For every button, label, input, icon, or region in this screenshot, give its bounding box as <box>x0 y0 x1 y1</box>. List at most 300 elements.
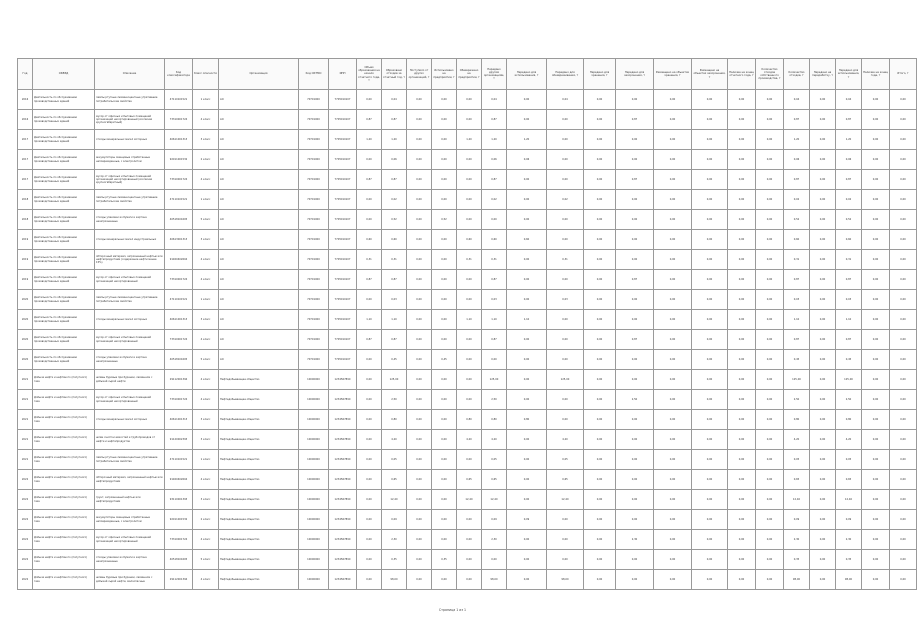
table-cell: 0,00 <box>507 90 547 110</box>
column-header: Передано для захоронения, т <box>616 59 654 90</box>
table-cell: Деятельность по обслуживанию производственных зданий <box>33 270 95 290</box>
table-row <box>18 530 917 550</box>
table-cell: 0,00 <box>547 410 584 430</box>
table-cell: 0,00 <box>616 250 654 270</box>
table-cell: 0,00 <box>547 230 584 250</box>
table-cell: 0,00 <box>862 210 890 230</box>
table-cell: 0,00 <box>728 430 756 450</box>
table-cell: 0,00 <box>890 530 917 550</box>
table-cell: 0,60 <box>784 230 810 250</box>
table-cell: 0,65 <box>836 470 862 490</box>
table-cell: 2020 <box>18 310 33 330</box>
table-cell: 0,00 <box>432 90 457 110</box>
table-cell: 0,00 <box>756 150 784 170</box>
table-cell: 12,40 <box>482 490 507 510</box>
table-cell: 0,52 <box>836 210 862 230</box>
table-cell: 0,00 <box>862 470 890 490</box>
table-cell: 0,00 <box>810 450 836 470</box>
table-row <box>18 410 917 430</box>
table-cell: 0,00 <box>457 210 482 230</box>
table-cell: 1234567890 <box>329 570 357 590</box>
table-row <box>18 310 917 330</box>
table-cell: 0,00 <box>692 430 728 450</box>
table-cell: 0,04 <box>784 90 810 110</box>
table-cell: 0,06 <box>507 150 547 170</box>
table-cell: 5 класс <box>193 210 219 230</box>
table-cell: 0,00 <box>584 330 616 350</box>
table-cell: 0,00 <box>692 130 728 150</box>
table-cell: АО <box>219 250 299 270</box>
table-cell: 0,00 <box>457 450 482 470</box>
table-cell: 4 класс <box>193 110 219 130</box>
table-cell: 0,00 <box>616 510 654 530</box>
table-cell: 0,52 <box>784 210 810 230</box>
table-cell: Деятельность по обслуживанию производственных зданий <box>33 310 95 330</box>
table-cell: 0,00 <box>810 430 836 450</box>
table-cell: 0,00 <box>810 130 836 150</box>
table-cell: 0,00 <box>810 550 836 570</box>
table-cell: 0,87 <box>382 270 407 290</box>
table-cell: 0,00 <box>432 430 457 450</box>
table-cell: 2,50 <box>616 390 654 410</box>
table-cell: 0,00 <box>728 510 756 530</box>
column-header: Описание <box>95 59 165 90</box>
table-cell: 2,30 <box>382 530 407 550</box>
table-row <box>18 110 917 130</box>
table-cell: 0,00 <box>654 290 692 310</box>
table-cell: 70701000 <box>299 170 329 190</box>
table-cell: 0,00 <box>357 450 382 470</box>
column-header: Обезврежено на предприятии, т <box>457 59 482 90</box>
table-cell: 0,00 <box>616 470 654 490</box>
table-cell: 0,87 <box>836 170 862 190</box>
table-cell: 0,00 <box>810 490 836 510</box>
table-cell: 2021 <box>18 450 33 470</box>
column-header: Организация <box>219 59 299 90</box>
table-row <box>18 290 917 310</box>
table-cell: 12,40 <box>382 490 407 510</box>
table-cell: 0,00 <box>890 210 917 230</box>
column-header: Передано на переработку, т <box>810 59 836 90</box>
table-cell: 0,00 <box>862 370 890 390</box>
table-cell: 0,00 <box>482 550 507 570</box>
column-header: Размещено на объектах хранения, т <box>654 59 692 90</box>
table-cell: 0,35 <box>432 550 457 570</box>
table-cell: 0,60 <box>836 230 862 250</box>
table-cell: 0,00 <box>457 150 482 170</box>
table-cell: 0,00 <box>654 170 692 190</box>
table-cell: 0,00 <box>728 90 756 110</box>
table-cell: 0,00 <box>616 130 654 150</box>
column-header: Наличие на конец года, т <box>862 59 890 90</box>
table-cell: 0,00 <box>584 550 616 570</box>
table-cell: 0,00 <box>890 570 917 590</box>
table-cell: 2,30 <box>482 530 507 550</box>
table-cell: 0,00 <box>692 490 728 510</box>
table-cell: 0,00 <box>728 290 756 310</box>
table-cell: 0,00 <box>728 530 756 550</box>
table-cell: 0,06 <box>784 150 810 170</box>
column-header: Класс опасности <box>193 59 219 90</box>
table-cell: 0,05 <box>382 450 407 470</box>
table-cell: 2,50 <box>382 390 407 410</box>
table-cell: 0,00 <box>584 90 616 110</box>
table-cell: 1234567890 <box>329 470 357 490</box>
table-cell: 0,00 <box>507 370 547 390</box>
table-cell: 0,00 <box>507 430 547 450</box>
table-cell: 0,31 <box>836 250 862 270</box>
table-cell: 0,00 <box>584 570 616 590</box>
table-cell: 4,20 <box>784 430 810 450</box>
table-cell: 1,10 <box>457 310 482 330</box>
table-cell: 40613001313 <box>165 230 193 250</box>
table-cell: 1,10 <box>507 310 547 330</box>
table-cell: 0,00 <box>432 130 457 150</box>
table-cell: отходы минеральных масел индустриальных <box>95 230 165 250</box>
table-row <box>18 390 917 410</box>
table-cell: 0,87 <box>836 330 862 350</box>
table-cell: 0,87 <box>357 110 382 130</box>
table-cell: 0,87 <box>382 170 407 190</box>
table-cell: 10000000 <box>299 550 329 570</box>
table-cell: 0,31 <box>357 250 382 270</box>
table-cell: 0,31 <box>382 250 407 270</box>
table-cell: 70701000 <box>299 250 329 270</box>
table-cell: 0,00 <box>862 150 890 170</box>
table-cell: 0,00 <box>654 570 692 590</box>
table-cell: 98,00 <box>547 570 584 590</box>
table-cell: Деятельность по обслуживанию производственных зданий <box>33 130 95 150</box>
column-header: Год <box>18 59 33 90</box>
table-cell: 0,00 <box>507 570 547 590</box>
table-cell: 4 класс <box>193 330 219 350</box>
table-cell: 0,03 <box>547 290 584 310</box>
table-cell: 0,00 <box>692 190 728 210</box>
table-cell: 1,10 <box>482 310 507 330</box>
table-cell: 7705010107 <box>329 90 357 110</box>
table-cell: 0,00 <box>862 190 890 210</box>
table-cell: 12,40 <box>457 490 482 510</box>
table-cell: Добыча нефти и нефтяного (попутного) газа <box>33 450 95 470</box>
table-cell: аккумуляторы свинцовые отработанные неповрежденные, с электролитом <box>95 150 165 170</box>
table-cell: 0,00 <box>507 350 547 370</box>
table-cell: 2021 <box>18 370 33 390</box>
table-cell: АО <box>219 310 299 330</box>
table-cell: Деятельность по обслуживанию производственных зданий <box>33 210 95 230</box>
table-cell: 2,30 <box>616 530 654 550</box>
table-cell: 1,20 <box>457 130 482 150</box>
table-cell: 40611001313 <box>165 410 193 430</box>
table-cell: 0,87 <box>357 170 382 190</box>
table-cell: 98,00 <box>836 570 862 590</box>
table-cell: 0,80 <box>482 410 507 430</box>
table-cell: 0,00 <box>890 490 917 510</box>
column-header: Передано для использования, т <box>836 59 862 90</box>
table-cell: 0,87 <box>836 270 862 290</box>
table-cell: 1234567890 <box>329 550 357 570</box>
table-cell: 0,00 <box>547 310 584 330</box>
table-cell: мусор от офисных и бытовых помещений организаций несортированный <box>95 270 165 290</box>
table-cell: 0,00 <box>862 350 890 370</box>
table-cell: мусор от офисных и бытовых помещений организаций несортированный <box>95 390 165 410</box>
table-cell: АО <box>219 150 299 170</box>
table-cell: 47110101521 <box>165 450 193 470</box>
table-cell: 0,65 <box>482 470 507 490</box>
table-cell: 2019 <box>18 250 33 270</box>
table-cell: 0,00 <box>432 410 457 430</box>
table-cell: 0,00 <box>507 470 547 490</box>
table-cell: 0,00 <box>407 190 432 210</box>
table-cell: 0,00 <box>457 390 482 410</box>
table-cell: 0,03 <box>482 290 507 310</box>
table-cell: 0,00 <box>728 330 756 350</box>
table-cell: 10000000 <box>299 390 329 410</box>
table-cell: 1,20 <box>357 130 382 150</box>
table-cell: 0,00 <box>432 230 457 250</box>
table-cell: 0,00 <box>756 330 784 350</box>
table-cell: 0,00 <box>810 410 836 430</box>
table-cell: 98,00 <box>784 570 810 590</box>
table-cell: 10000000 <box>299 450 329 470</box>
table-cell: 0,00 <box>692 290 728 310</box>
table-row <box>18 510 917 530</box>
table-cell: АО <box>219 270 299 290</box>
table-cell: 0,00 <box>547 150 584 170</box>
table-cell: 0,00 <box>810 210 836 230</box>
table-cell: 0,00 <box>507 170 547 190</box>
table-cell: 0,00 <box>432 190 457 210</box>
table-cell: 0,00 <box>407 130 432 150</box>
table-cell: 0,00 <box>432 530 457 550</box>
table-cell: 0,00 <box>547 390 584 410</box>
table-cell: 93110001393 <box>165 490 193 510</box>
table-cell: 0,00 <box>728 410 756 430</box>
table-cell: 29112001394 <box>165 370 193 390</box>
table-cell: 0,00 <box>616 190 654 210</box>
table-cell: 91120002393 <box>165 430 193 450</box>
table-cell: 0,00 <box>654 230 692 250</box>
table-cell: 70701000 <box>299 310 329 330</box>
table-cell: 0,00 <box>756 290 784 310</box>
table-cell: 0,00 <box>756 130 784 150</box>
table-cell: 1234567890 <box>329 410 357 430</box>
table-cell: 0,00 <box>584 310 616 330</box>
table-cell: 0,00 <box>616 310 654 330</box>
table-cell: 0,00 <box>654 390 692 410</box>
table-cell: 2022 <box>18 490 33 510</box>
table-cell: 0,04 <box>482 90 507 110</box>
table-cell: 73310001724 <box>165 530 193 550</box>
table-cell: 0,87 <box>616 330 654 350</box>
table-cell: лампы ртутные люминесцентные утратившие потребительские свойства <box>95 90 165 110</box>
table-cell: 0,00 <box>584 130 616 150</box>
table-cell: АО <box>219 230 299 250</box>
table-row <box>18 430 917 450</box>
table-cell: 47110101521 <box>165 190 193 210</box>
table-cell: 0,00 <box>728 570 756 590</box>
table-cell: Нефтедобывающее общество <box>219 490 299 510</box>
table-cell: 0,00 <box>728 490 756 510</box>
table-cell: 0,00 <box>728 550 756 570</box>
table-cell: 40518101605 <box>165 210 193 230</box>
table-cell: 0,00 <box>616 350 654 370</box>
column-header: Код классификатора <box>165 59 193 90</box>
table-cell: 0,00 <box>432 250 457 270</box>
table-cell: 0,00 <box>616 290 654 310</box>
column-header: Объем образования на начало отчетного года, т <box>357 59 382 90</box>
table-cell: 0,00 <box>357 410 382 430</box>
table-cell: Деятельность по обслуживанию производственных зданий <box>33 190 95 210</box>
table-cell: 0,31 <box>482 250 507 270</box>
table-cell: 0,60 <box>482 230 507 250</box>
table-cell: АО <box>219 330 299 350</box>
table-cell: 1,20 <box>382 130 407 150</box>
table-cell: 10000000 <box>299 530 329 550</box>
table-cell: 2020 <box>18 330 33 350</box>
table-cell: 0,80 <box>784 410 810 430</box>
table-cell: 1234567890 <box>329 510 357 530</box>
table-cell: 0,35 <box>382 550 407 570</box>
table-cell: 0,00 <box>654 410 692 430</box>
table-cell: 0,00 <box>862 410 890 430</box>
table-row <box>18 470 917 490</box>
table-cell: 2,50 <box>784 390 810 410</box>
table-row <box>18 130 917 150</box>
table-cell: 0,00 <box>432 450 457 470</box>
table-cell: 0,00 <box>810 270 836 290</box>
table-cell: 2021 <box>18 410 33 430</box>
table-cell: 0,00 <box>692 270 728 290</box>
table-cell: 0,00 <box>756 90 784 110</box>
table-cell: 0,00 <box>810 290 836 310</box>
table-cell: 0,00 <box>584 370 616 390</box>
table-cell: 0,00 <box>584 250 616 270</box>
table-cell: 0,00 <box>692 210 728 230</box>
table-cell: 0,00 <box>432 330 457 350</box>
table-cell: 0,00 <box>432 390 457 410</box>
table-cell: 0,00 <box>756 310 784 330</box>
table-cell: грунт, загрязненный нефтью или нефтепродуктами <box>95 490 165 510</box>
table-cell: 2017 <box>18 130 33 150</box>
table-cell: 0,00 <box>756 530 784 550</box>
table-cell: 70701000 <box>299 230 329 250</box>
table-cell: АО <box>219 110 299 130</box>
table-cell: 0,00 <box>357 430 382 450</box>
table-cell: 7705010107 <box>329 290 357 310</box>
table-cell: 0,65 <box>382 470 407 490</box>
table-cell: 0,00 <box>728 450 756 470</box>
table-cell: Добыча нефти и нефтяного (попутного) газа <box>33 370 95 390</box>
table-cell: 4,20 <box>547 430 584 450</box>
column-header: Передано для хранения, т <box>584 59 616 90</box>
table-cell: 0,03 <box>382 290 407 310</box>
table-cell: 0,00 <box>432 510 457 530</box>
column-header: Размещено на объектах захоронения, т <box>692 59 728 90</box>
table-cell: 0,06 <box>836 150 862 170</box>
table-cell: 0,00 <box>616 90 654 110</box>
table-cell: 7705010107 <box>329 150 357 170</box>
table-cell: 0,00 <box>584 290 616 310</box>
table-cell: 0,00 <box>357 530 382 550</box>
table-cell: 0,00 <box>756 350 784 370</box>
table-cell: Деятельность по обслуживанию производственных зданий <box>33 90 95 110</box>
table-cell: 0,06 <box>382 150 407 170</box>
table-cell: 0,00 <box>616 150 654 170</box>
table-cell: 0,00 <box>862 250 890 270</box>
table-cell: 12,40 <box>784 490 810 510</box>
table-cell: АО <box>219 170 299 190</box>
table-cell: шламы буровые при бурении, связанном с добычей сырой нефти <box>95 370 165 390</box>
table-cell: 2022 <box>18 510 33 530</box>
table-cell: 0,87 <box>784 110 810 130</box>
table-cell: 1234567890 <box>329 430 357 450</box>
table-cell: 0,00 <box>547 330 584 350</box>
table-cell: 0,00 <box>810 310 836 330</box>
table-cell: 0,00 <box>862 490 890 510</box>
table-cell: 0,00 <box>616 230 654 250</box>
table-cell: 0,00 <box>692 170 728 190</box>
table-cell: 125,00 <box>482 370 507 390</box>
table-row <box>18 250 917 270</box>
table-cell: 0,00 <box>756 190 784 210</box>
table-cell: 1234567890 <box>329 370 357 390</box>
table-cell: 0,00 <box>507 250 547 270</box>
table-cell: 0,00 <box>357 490 382 510</box>
table-cell: 10000000 <box>299 370 329 390</box>
table-cell: Деятельность по обслуживанию производственных зданий <box>33 170 95 190</box>
table-cell: 0,00 <box>584 210 616 230</box>
table-cell: 125,00 <box>547 370 584 390</box>
table-cell: 0,00 <box>862 530 890 550</box>
table-cell: 70701000 <box>299 190 329 210</box>
table-cell: 0,00 <box>357 90 382 110</box>
table-cell: 0,04 <box>382 90 407 110</box>
table-cell: 4 класс <box>193 370 219 390</box>
table-cell: 4 класс <box>193 390 219 410</box>
column-header: Передано для использования, т <box>507 59 547 90</box>
table-row <box>18 90 917 110</box>
table-cell: 1,10 <box>784 310 810 330</box>
table-cell: 0,00 <box>457 330 482 350</box>
table-cell: 10000000 <box>299 570 329 590</box>
table-cell: Добыча нефти и нефтяного (попутного) газа <box>33 470 95 490</box>
table-cell: 0,87 <box>482 330 507 350</box>
table-cell: мусор от офисных и бытовых помещений организаций несортированный <box>95 530 165 550</box>
table-cell: АО <box>219 210 299 230</box>
table-cell: 3 класс <box>193 230 219 250</box>
table-cell: 0,00 <box>357 350 382 370</box>
table-cell: 0,00 <box>862 130 890 150</box>
table-cell: 0,00 <box>654 210 692 230</box>
column-header: ИНН <box>329 59 357 90</box>
table-cell: Деятельность по обслуживанию производственных зданий <box>33 330 95 350</box>
table-cell: 5 класс <box>193 350 219 370</box>
table-cell: 0,00 <box>616 490 654 510</box>
table-cell: 70701000 <box>299 330 329 350</box>
table-cell: 0,45 <box>836 350 862 370</box>
table-cell: 0,00 <box>862 290 890 310</box>
table-cell: 7705010107 <box>329 170 357 190</box>
column-header: Передано другим организациям, т <box>482 59 507 90</box>
table-cell: 0,87 <box>616 270 654 290</box>
table-cell: 0,09 <box>382 510 407 530</box>
table-cell: 0,00 <box>584 190 616 210</box>
page-footer: Страница 1 из 1 <box>438 608 467 612</box>
table-cell: 70701000 <box>299 150 329 170</box>
table-cell: 0,00 <box>728 110 756 130</box>
table-cell: 0,00 <box>457 350 482 370</box>
table-cell: 0,00 <box>756 490 784 510</box>
